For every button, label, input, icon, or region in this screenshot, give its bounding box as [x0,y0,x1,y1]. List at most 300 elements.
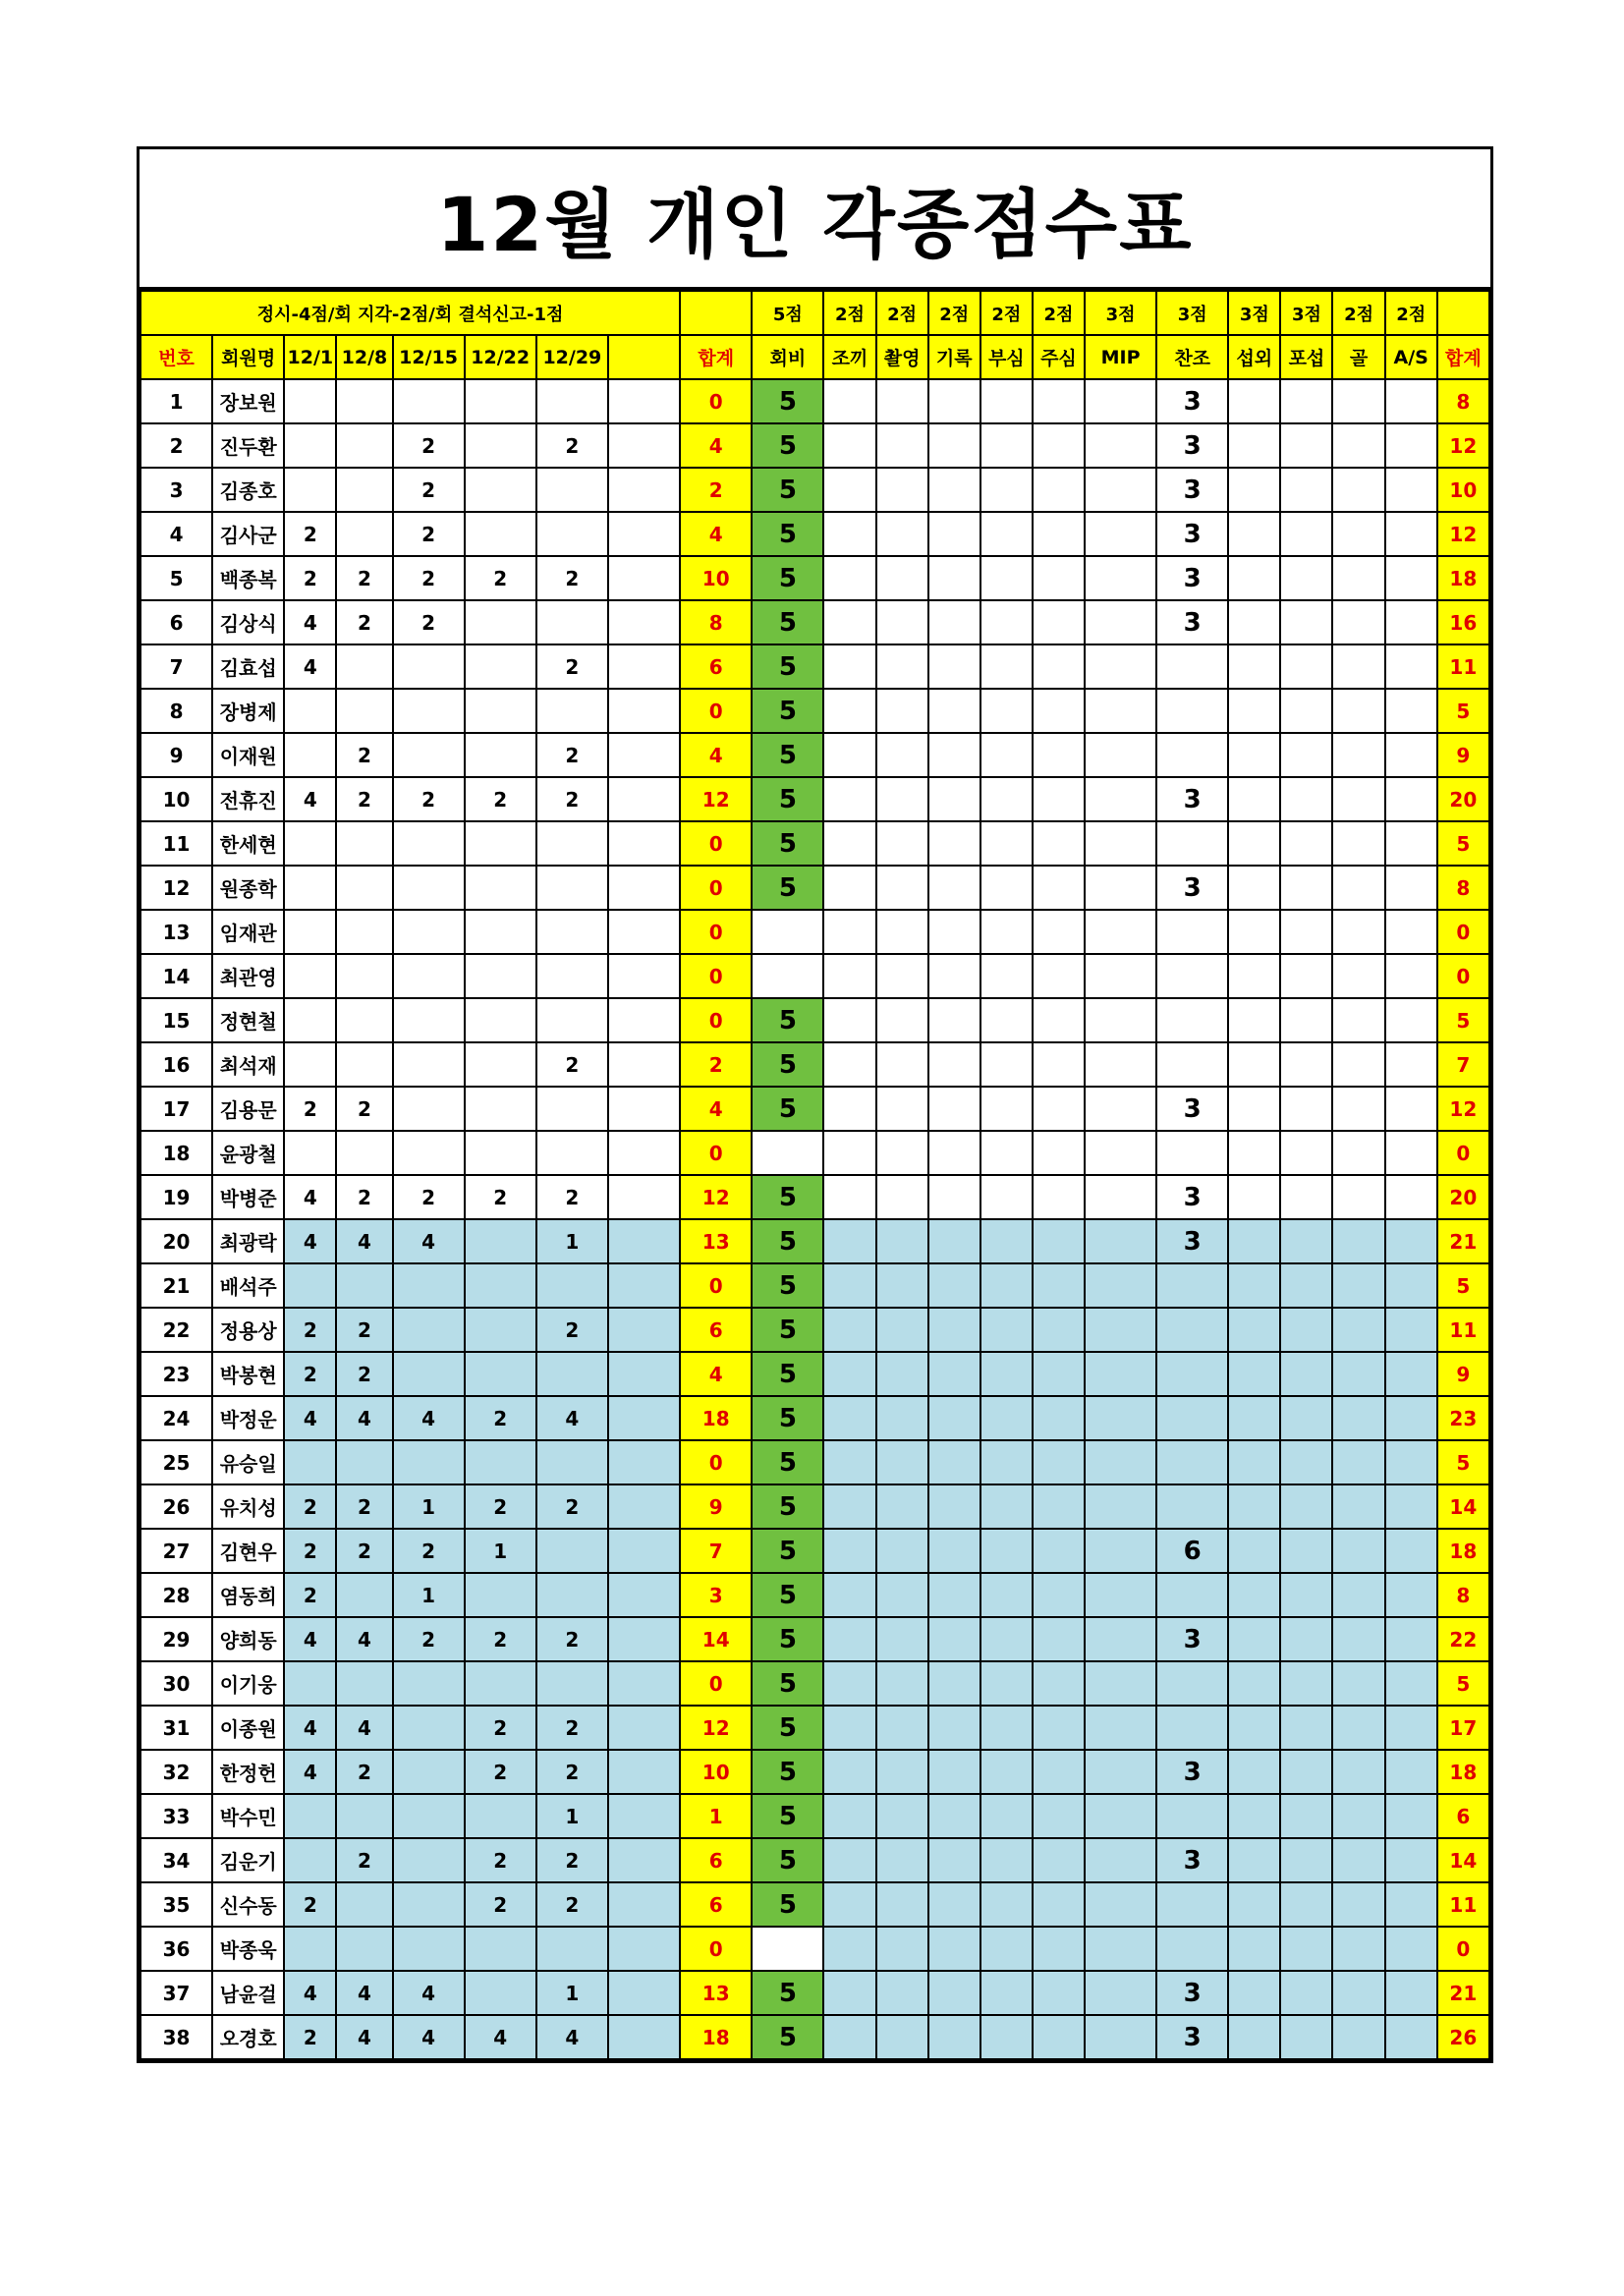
attendance-cell [536,866,608,910]
extra-points-cell [823,2015,875,2059]
extra-points-cell [823,777,875,821]
blank-cell [608,1617,680,1661]
extra-points-cell [928,1706,980,1750]
extra-points-cell [1085,1308,1156,1352]
extra-points-cell [1085,1971,1156,2015]
attendance-cell: 2 [536,1838,608,1882]
extra-points-cell [876,1838,928,1882]
attendance-cell [284,733,336,777]
fee-cell [752,910,823,954]
extra-points-cell [928,1529,980,1573]
table-row [140,556,1489,600]
total-cell: 9 [1437,1352,1489,1396]
attendance-cell [336,1661,392,1706]
extra-points-cell [928,689,980,733]
fee-cell: 5 [752,423,823,468]
extra-points-cell [1085,1087,1156,1131]
column-header: A/S [1385,335,1437,379]
extra-points-cell [876,1308,928,1352]
fee-cell: 5 [752,468,823,512]
fee-cell: 5 [752,1087,823,1131]
extra-points-cell [1156,821,1228,866]
table-row [140,1661,1489,1706]
total-cell: 11 [1437,1882,1489,1927]
extra-points-cell [1332,1573,1384,1617]
extra-points-cell [823,1396,875,1440]
row-number: 4 [140,512,212,556]
extra-points-cell [823,1971,875,2015]
score-table [140,290,1490,2060]
column-header: MIP [1085,335,1156,379]
extra-points-cell [1228,600,1280,644]
attendance-sum: 4 [680,1087,752,1131]
table-row [140,1219,1489,1263]
attendance-cell: 2 [536,644,608,689]
extra-points-cell: 3 [1156,512,1228,556]
column-header: 회원명 [212,335,284,379]
extra-points-cell [1385,468,1437,512]
extra-points-cell [1156,954,1228,998]
extra-points-cell [1156,689,1228,733]
extra-points-cell [823,866,875,910]
extra-points-cell [980,1131,1033,1175]
extra-points-cell [980,2015,1033,2059]
extra-points-cell [823,1087,875,1131]
attendance-cell [393,821,465,866]
blank-cell [608,468,680,512]
attendance-cell [393,733,465,777]
extra-points-cell: 3 [1156,423,1228,468]
attendance-cell: 1 [393,1484,465,1529]
extra-points-cell [1280,1927,1332,1971]
score-sheet [137,146,1493,2063]
extra-points-cell [1033,998,1085,1042]
attendance-cell [536,1661,608,1706]
attendance-sum: 0 [680,689,752,733]
member-name: 임재관 [212,910,284,954]
attendance-cell: 2 [336,777,392,821]
member-name: 김종호 [212,468,284,512]
attendance-cell [284,1131,336,1175]
extra-points-cell [1033,1971,1085,2015]
extra-points-cell [1280,1617,1332,1661]
points-cell-blank [680,291,752,335]
row-number: 31 [140,1706,212,1750]
attendance-cell: 2 [336,1087,392,1131]
extra-points-cell [876,512,928,556]
extra-points-cell [1033,1706,1085,1750]
attendance-cell [393,689,465,733]
extra-points-cell [1280,1087,1332,1131]
extra-points-cell [980,556,1033,600]
row-number: 15 [140,998,212,1042]
points-cell: 3점 [1156,291,1228,335]
extra-points-cell [1385,1706,1437,1750]
attendance-cell [536,821,608,866]
extra-points-cell [823,512,875,556]
attendance-cell: 4 [336,2015,392,2059]
fee-cell: 5 [752,1529,823,1573]
extra-points-cell: 3 [1156,866,1228,910]
fee-cell: 5 [752,1838,823,1882]
extra-points-cell [1332,1794,1384,1838]
extra-points-cell [1385,910,1437,954]
total-cell: 12 [1437,512,1489,556]
column-header: 합계 [1437,335,1489,379]
attendance-cell [393,1661,465,1706]
table-row [140,954,1489,998]
attendance-sum: 2 [680,468,752,512]
extra-points-cell [1332,1927,1384,1971]
extra-points-cell [823,689,875,733]
attendance-cell: 4 [393,1971,465,2015]
extra-points-cell [1033,512,1085,556]
fee-cell: 5 [752,644,823,689]
extra-points-cell [1280,468,1332,512]
points-cell: 5점 [752,291,823,335]
extra-points-cell [1280,1838,1332,1882]
extra-points-cell [1033,689,1085,733]
attendance-cell: 2 [284,512,336,556]
extra-points-cell [928,1440,980,1484]
extra-points-cell [1332,1484,1384,1529]
extra-points-cell [1332,1661,1384,1706]
fee-cell: 5 [752,1175,823,1219]
attendance-sum: 18 [680,2015,752,2059]
extra-points-cell [823,379,875,423]
extra-points-cell [1156,1352,1228,1396]
total-cell: 14 [1437,1484,1489,1529]
extra-points-cell [823,1484,875,1529]
blank-cell [608,2015,680,2059]
extra-points-cell [876,379,928,423]
extra-points-cell [1156,1573,1228,1617]
extra-points-cell: 3 [1156,1219,1228,1263]
table-row [140,1352,1489,1396]
row-number: 17 [140,1087,212,1131]
attendance-cell [393,1087,465,1131]
extra-points-cell [1332,1219,1384,1263]
extra-points-cell [823,468,875,512]
attendance-cell [536,1440,608,1484]
attendance-cell: 4 [284,600,336,644]
points-cell: 2점 [1385,291,1437,335]
extra-points-cell [1280,644,1332,689]
extra-points-cell [1385,1661,1437,1706]
row-number: 3 [140,468,212,512]
extra-points-cell [1228,1838,1280,1882]
extra-points-cell [1280,1308,1332,1352]
extra-points-cell [1085,1706,1156,1750]
extra-points-cell [1385,1352,1437,1396]
extra-points-cell [876,1573,928,1617]
row-number: 19 [140,1175,212,1219]
row-number: 26 [140,1484,212,1529]
table-row [140,644,1489,689]
extra-points-cell [980,644,1033,689]
extra-points-cell [1156,1308,1228,1352]
blank-cell [608,1396,680,1440]
extra-points-cell [1033,1484,1085,1529]
attendance-sum: 0 [680,1927,752,1971]
extra-points-cell [1085,777,1156,821]
extra-points-cell [1228,1219,1280,1263]
attendance-cell: 2 [336,1484,392,1529]
extra-points-cell [1332,423,1384,468]
extra-points-cell [1156,1396,1228,1440]
extra-points-cell [980,379,1033,423]
extra-points-cell [928,423,980,468]
points-cell: 2점 [1332,291,1384,335]
extra-points-cell [823,1308,875,1352]
attendance-cell [336,821,392,866]
attendance-cell: 2 [336,1175,392,1219]
row-number: 1 [140,379,212,423]
extra-points-cell [1228,1529,1280,1573]
extra-points-cell [1033,1882,1085,1927]
extra-points-cell [1280,1661,1332,1706]
extra-points-cell [1280,1352,1332,1396]
extra-points-cell [1332,998,1384,1042]
attendance-cell: 4 [284,777,336,821]
attendance-cell: 4 [284,1175,336,1219]
fee-cell: 5 [752,1661,823,1706]
row-number: 22 [140,1308,212,1352]
extra-points-cell [1385,998,1437,1042]
extra-points-cell [1332,1308,1384,1352]
total-cell: 17 [1437,1706,1489,1750]
total-cell: 10 [1437,468,1489,512]
extra-points-cell [823,1661,875,1706]
column-header: 조끼 [823,335,875,379]
member-name: 전휴진 [212,777,284,821]
blank-cell [608,733,680,777]
extra-points-cell [1085,1882,1156,1927]
extra-points-cell [1033,1263,1085,1308]
extra-points-cell [1332,1838,1384,1882]
extra-points-cell [876,866,928,910]
table-row [140,1131,1489,1175]
attendance-cell [393,1440,465,1484]
column-header: 번호 [140,335,212,379]
member-name: 신수동 [212,1882,284,1927]
extra-points-cell [876,1617,928,1661]
attendance-cell [284,423,336,468]
extra-points-cell [1332,1882,1384,1927]
points-cell: 2점 [928,291,980,335]
member-name: 이종원 [212,1706,284,1750]
extra-points-cell [928,1971,980,2015]
table-row [140,777,1489,821]
fee-cell [752,1927,823,1971]
extra-points-cell [928,777,980,821]
extra-points-cell [980,1219,1033,1263]
extra-points-cell [1085,1131,1156,1175]
member-name: 최광락 [212,1219,284,1263]
extra-points-cell [928,1352,980,1396]
member-name: 이기웅 [212,1661,284,1706]
attendance-cell: 4 [284,644,336,689]
total-cell: 11 [1437,1308,1489,1352]
attendance-sum: 2 [680,1042,752,1087]
table-row [140,1617,1489,1661]
blank-cell [608,1484,680,1529]
fee-cell: 5 [752,1882,823,1927]
extra-points-cell [928,1927,980,1971]
row-number: 5 [140,556,212,600]
attendance-cell [336,423,392,468]
extra-points-cell [1033,1794,1085,1838]
extra-points-cell [823,733,875,777]
attendance-cell: 4 [393,2015,465,2059]
extra-points-cell [1033,733,1085,777]
member-name: 정현철 [212,998,284,1042]
attendance-cell [465,1573,536,1617]
row-number: 35 [140,1882,212,1927]
fee-cell: 5 [752,379,823,423]
extra-points-cell [1085,644,1156,689]
extra-points-cell [1228,733,1280,777]
attendance-cell: 2 [465,1706,536,1750]
attendance-sum: 14 [680,1617,752,1661]
extra-points-cell [980,1838,1033,1882]
blank-cell [608,1131,680,1175]
attendance-cell [465,689,536,733]
extra-points-cell [1228,423,1280,468]
extra-points-cell: 3 [1156,468,1228,512]
extra-points-cell [876,1087,928,1131]
member-name: 유치성 [212,1484,284,1529]
column-header: 12/8 [336,335,392,379]
extra-points-cell [928,821,980,866]
attendance-cell: 2 [465,1617,536,1661]
extra-points-cell [1156,1263,1228,1308]
extra-points-cell [1385,733,1437,777]
attendance-cell: 2 [393,1529,465,1573]
extra-points-cell [1033,1219,1085,1263]
extra-points-cell [1228,644,1280,689]
extra-points-cell [1228,1882,1280,1927]
extra-points-cell [1085,1529,1156,1573]
extra-points-cell [1085,1484,1156,1529]
extra-points-cell [1385,1087,1437,1131]
points-cell: 2점 [823,291,875,335]
extra-points-cell [1385,866,1437,910]
attendance-cell [336,1927,392,1971]
attendance-cell: 2 [284,1352,336,1396]
extra-points-cell [1085,689,1156,733]
row-number: 12 [140,866,212,910]
attendance-cell: 2 [393,512,465,556]
total-cell: 21 [1437,1971,1489,2015]
extra-points-cell [1228,1927,1280,1971]
extra-points-cell [1085,998,1156,1042]
extra-points-cell [980,1396,1033,1440]
attendance-cell: 4 [393,1219,465,1263]
attendance-sum: 10 [680,556,752,600]
table-row [140,1396,1489,1440]
attendance-cell [284,689,336,733]
extra-points-cell [1156,1484,1228,1529]
extra-points-cell [1280,512,1332,556]
extra-points-cell [980,600,1033,644]
row-number: 37 [140,1971,212,2015]
extra-points-cell [980,1661,1033,1706]
extra-points-cell [1280,733,1332,777]
extra-points-cell [1332,1175,1384,1219]
extra-points-cell [980,1794,1033,1838]
extra-points-cell [1385,512,1437,556]
total-cell: 14 [1437,1838,1489,1882]
extra-points-cell [1228,379,1280,423]
attendance-cell: 2 [336,556,392,600]
attendance-cell: 2 [536,1706,608,1750]
total-cell: 5 [1437,1263,1489,1308]
blank-cell [608,556,680,600]
total-cell: 7 [1437,1042,1489,1087]
extra-points-cell [1085,423,1156,468]
attendance-cell: 2 [284,1087,336,1131]
table-row [140,1706,1489,1750]
extra-points-cell [1156,1794,1228,1838]
extra-points-cell [1280,1971,1332,2015]
extra-points-cell [980,733,1033,777]
extra-points-cell [876,1440,928,1484]
extra-points-cell [1228,866,1280,910]
member-name: 정용상 [212,1308,284,1352]
table-row [140,689,1489,733]
total-cell: 16 [1437,600,1489,644]
attendance-cell: 4 [284,1617,336,1661]
extra-points-cell [1085,1838,1156,1882]
row-number: 24 [140,1396,212,1440]
attendance-cell [465,512,536,556]
extra-points-cell [1033,910,1085,954]
extra-points-cell [1156,1440,1228,1484]
extra-points-cell [1033,1750,1085,1794]
extra-points-cell [876,1971,928,2015]
extra-points-cell [876,1927,928,1971]
total-cell: 18 [1437,1529,1489,1573]
attendance-cell: 2 [336,733,392,777]
fee-cell: 5 [752,733,823,777]
attendance-sum: 12 [680,1706,752,1750]
extra-points-cell [1085,2015,1156,2059]
extra-points-cell [980,821,1033,866]
attendance-cell [465,910,536,954]
fee-cell: 5 [752,1042,823,1087]
member-name: 원종학 [212,866,284,910]
extra-points-cell [1228,1573,1280,1617]
attendance-cell [336,468,392,512]
total-cell: 20 [1437,1175,1489,1219]
column-header: 주심 [1033,335,1085,379]
attendance-cell [284,821,336,866]
attendance-cell [465,998,536,1042]
member-name: 진두환 [212,423,284,468]
attendance-sum: 0 [680,866,752,910]
row-number: 30 [140,1661,212,1706]
member-name: 이재원 [212,733,284,777]
extra-points-cell: 3 [1156,1971,1228,2015]
extra-points-cell [1085,1661,1156,1706]
extra-points-cell [1280,1573,1332,1617]
extra-points-cell [823,1175,875,1219]
row-number: 7 [140,644,212,689]
row-number: 38 [140,2015,212,2059]
extra-points-cell [1085,512,1156,556]
points-row [140,291,1489,335]
